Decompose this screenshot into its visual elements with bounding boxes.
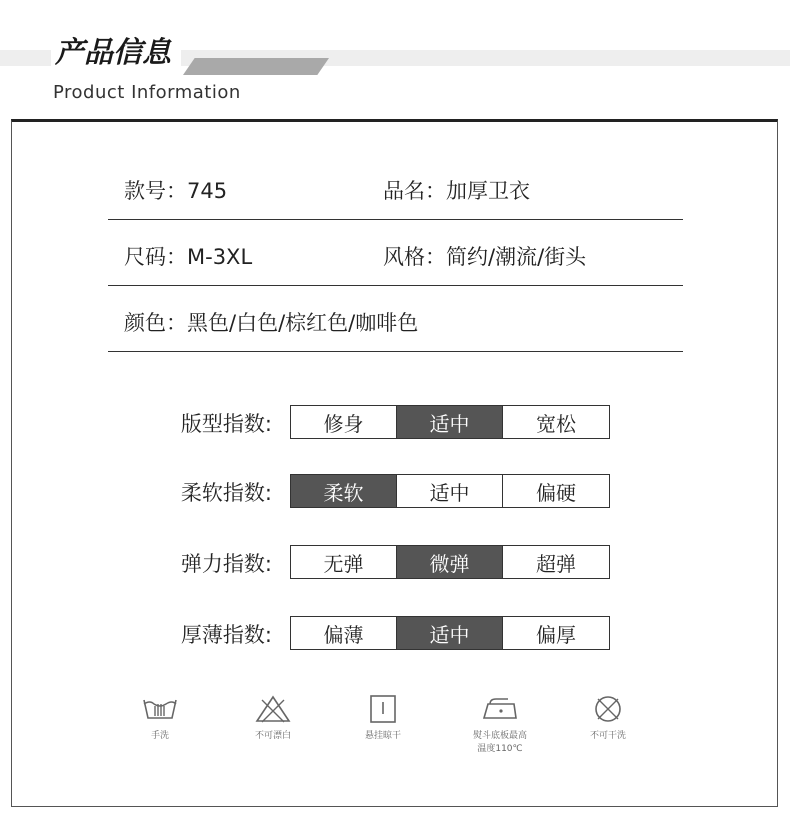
- care-label: 熨斗底板最高: [472, 731, 527, 741]
- iron-icon: [445, 694, 555, 724]
- stretch-index-label: 弹力指数:: [180, 552, 272, 576]
- color-options: 颜色：黑色/白色/棕红色/咖啡色: [124, 311, 419, 335]
- softness-index-label: 柔软指数:: [180, 481, 272, 505]
- stretch-index-scale: [290, 545, 610, 579]
- no-dry-clean-icon: [553, 694, 663, 724]
- header-slant-decoration: [183, 58, 329, 75]
- care-item: [105, 694, 215, 743]
- care-item: [328, 694, 438, 743]
- hang-dry-icon: [328, 694, 438, 724]
- thickness-index-option: 偏薄: [291, 617, 397, 649]
- care-item: [553, 694, 663, 743]
- section-subtitle: Product Information: [53, 82, 241, 103]
- fit-index-option: 适中: [397, 406, 503, 438]
- thickness-index-option: 适中: [397, 617, 503, 649]
- care-label: 不可干洗: [589, 731, 626, 741]
- stretch-index-option: 无弹: [291, 546, 397, 578]
- care-item: [445, 694, 555, 756]
- style-number: 款号：745: [124, 179, 228, 203]
- info-row-1: [108, 153, 683, 220]
- info-row-3: [108, 285, 683, 352]
- softness-index-option: 柔软: [291, 475, 397, 507]
- softness-index-option: 适中: [397, 475, 503, 507]
- section-title: 产品信息: [51, 34, 181, 70]
- fit-index-option: 宽松: [536, 411, 576, 436]
- care-label: 悬挂晾干: [364, 731, 401, 741]
- thickness-index-option: 偏厚: [536, 622, 576, 647]
- stretch-index-option: 超弹: [536, 551, 576, 576]
- info-row-2: [108, 219, 683, 286]
- softness-index-option: 偏硬: [536, 480, 576, 505]
- care-label: 温度110℃: [477, 744, 523, 754]
- care-item: [218, 694, 328, 743]
- hand-wash-icon: [105, 694, 215, 724]
- care-label: 手洗: [150, 731, 169, 741]
- product-name: 品名：加厚卫衣: [383, 179, 530, 203]
- fit-index-label: 版型指数:: [180, 412, 272, 436]
- stretch-index-option: 微弹: [397, 546, 503, 578]
- style-tags: 风格：简约/潮流/街头: [383, 245, 587, 269]
- fit-index-option: 修身: [291, 406, 397, 438]
- care-label: 不可漂白: [254, 731, 291, 741]
- thickness-index-scale: [290, 616, 610, 650]
- thickness-index-label: 厚薄指数:: [180, 623, 272, 647]
- softness-index-scale: [290, 474, 610, 508]
- size-range: 尺码：M-3XL: [124, 245, 253, 269]
- no-bleach-icon: [218, 694, 328, 724]
- fit-index-scale: [290, 405, 610, 439]
